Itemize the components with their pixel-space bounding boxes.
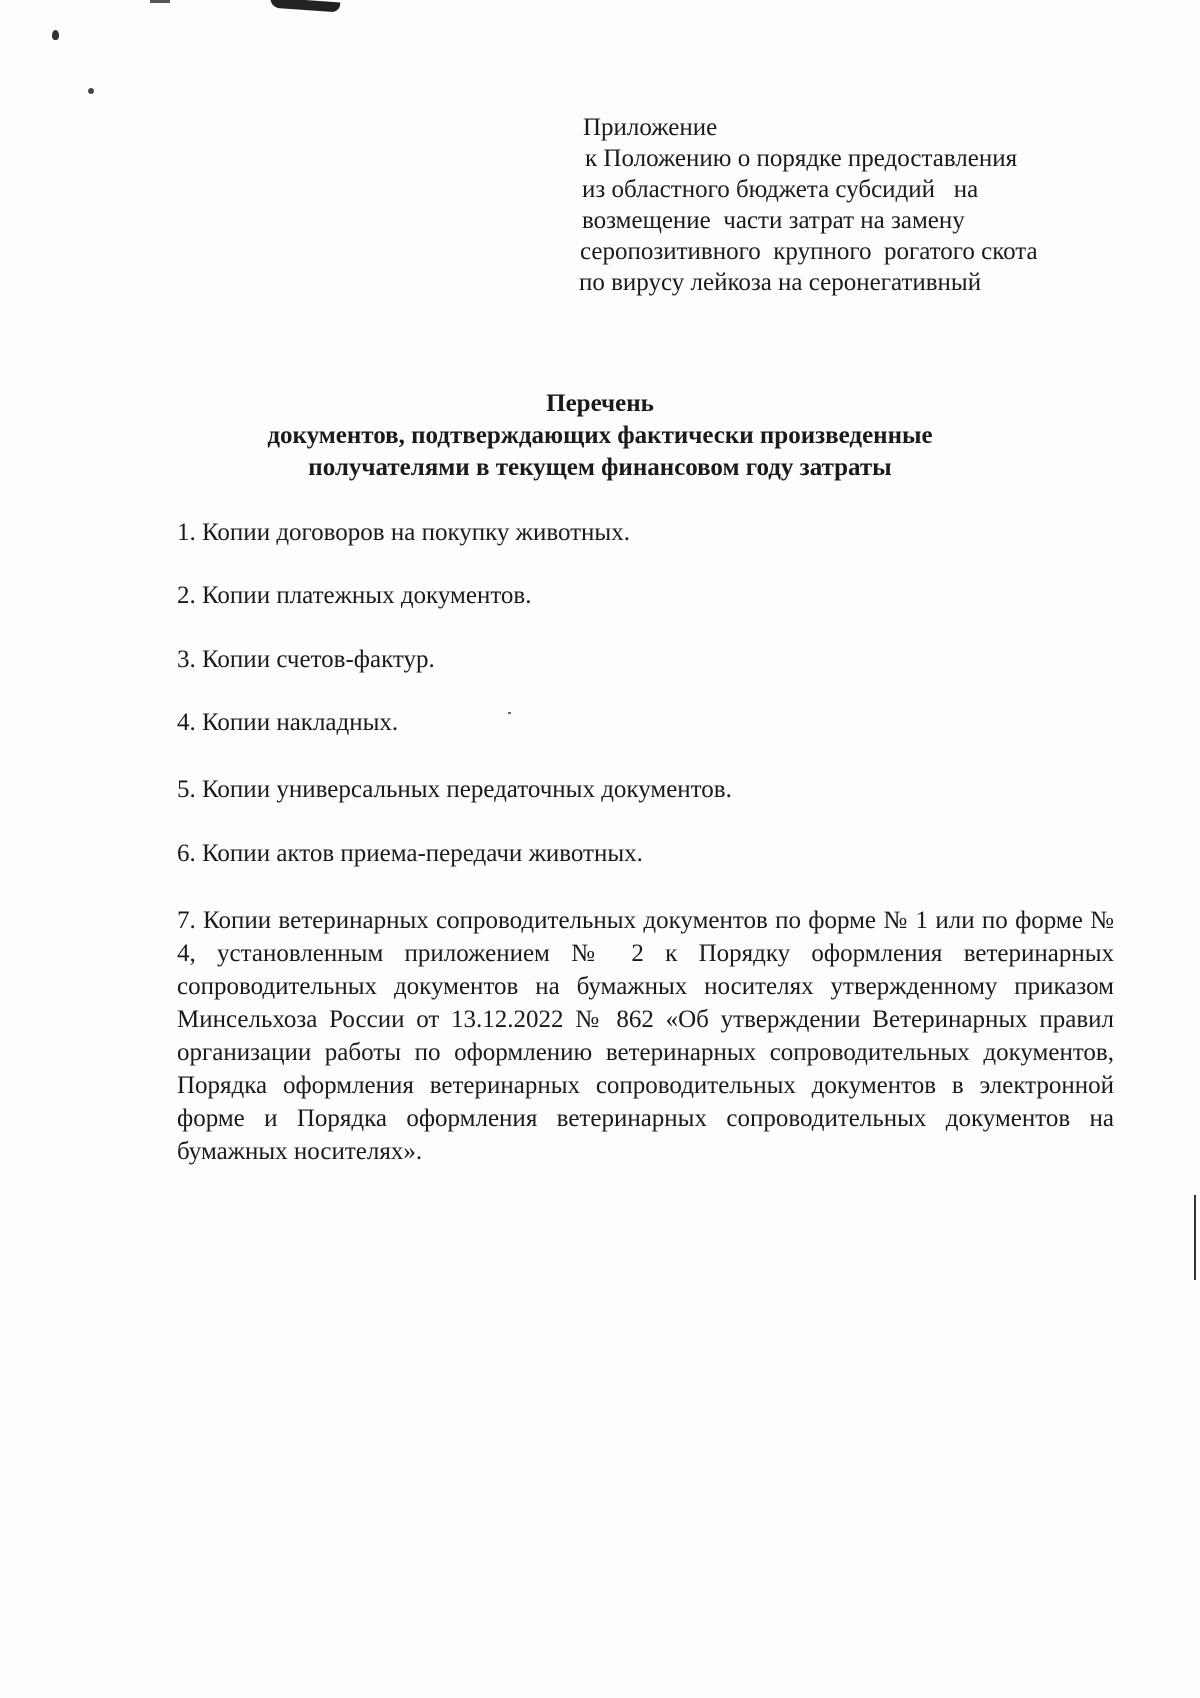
appendix-line: к Положению о порядке предоставления xyxy=(585,145,1018,172)
appendix-line: возмещение части затрат на замену xyxy=(582,207,965,234)
scan-artifact xyxy=(1194,1195,1196,1280)
title-line: документов, подтверждающих фактически произведенные xyxy=(267,422,933,449)
list-item: 4. Копии накладных. xyxy=(177,709,399,736)
title-line: получателями в текущем финансовом году затраты xyxy=(308,454,892,481)
list-item: 3. Копии счетов-фактур. xyxy=(177,646,435,673)
scan-artifact xyxy=(52,30,59,40)
document-title xyxy=(150,388,1050,484)
list-item: 6. Копии актов приема-передачи животных. xyxy=(177,840,643,867)
scan-artifact xyxy=(88,88,94,94)
list-item: 5. Копии универсальных передаточных документов. xyxy=(177,776,732,803)
appendix-line: серопозитивного крупного рогатого скота xyxy=(580,238,1038,265)
appendix-line: по вирусу лейкоза на серонегативный xyxy=(579,269,982,296)
list-item: 7. Копии ветеринарных сопроводительных документов по форме № 1 или по форме № 4, установленным приложением № 2 к Порядку оформления ветеринарных сопроводительных документов на бумажных носителях утвержденному приказом Минсельхоза России от 13.12.2022 № 862 «Об утверждении Ветеринарных правил организации работы по оформлению ветеринарных сопроводительных документов, Порядка оформления ветеринарных сопроводительных документов в электронной форме и Порядка оформления ветеринарных сопроводительных документов на бумажных носителях». xyxy=(177,907,1114,1165)
title-line: Перечень xyxy=(546,390,654,417)
appendix-line: из областного бюджета субсидий на xyxy=(582,176,979,203)
documents-list xyxy=(177,517,1114,1201)
scan-artifact xyxy=(150,0,170,3)
list-item: 2. Копии платежных документов. xyxy=(177,582,532,609)
list-item: 1. Копии договоров на покупку животных. xyxy=(177,519,630,546)
appendix-header xyxy=(579,112,1103,298)
appendix-line: Приложение xyxy=(583,114,718,141)
scan-artifact xyxy=(270,0,341,12)
